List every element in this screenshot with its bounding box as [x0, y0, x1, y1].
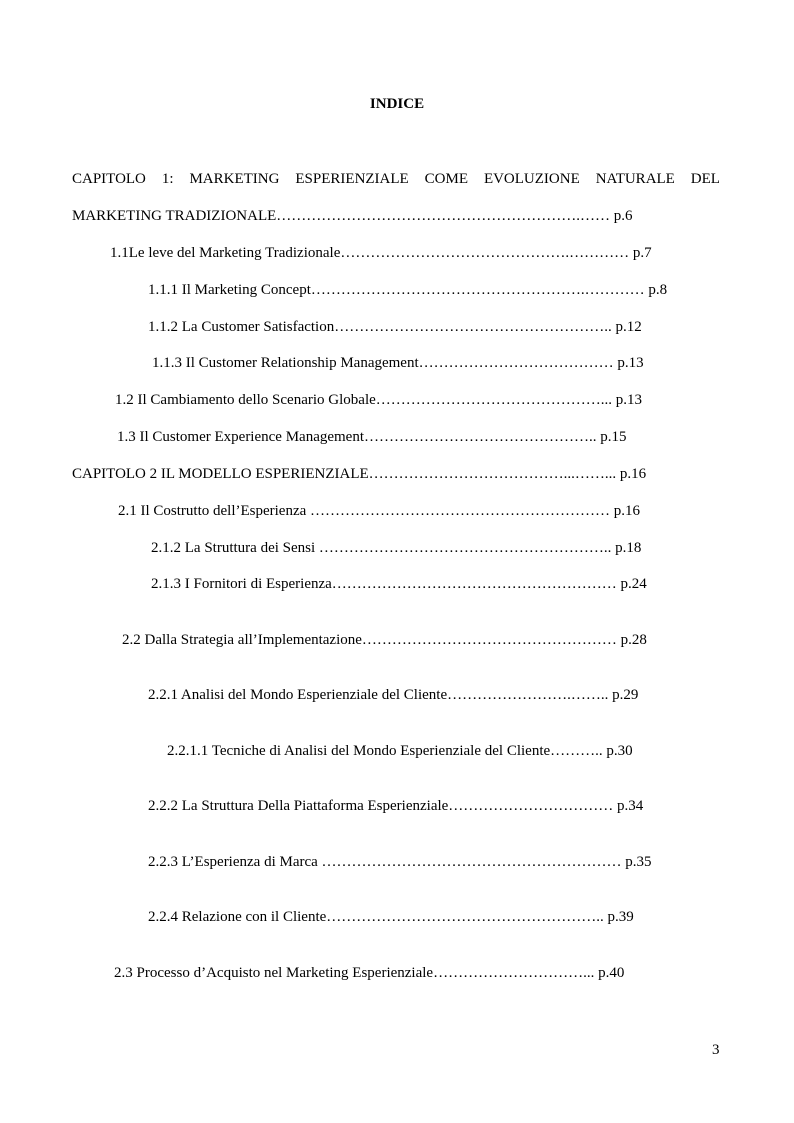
page-title: INDICE: [369, 96, 425, 112]
toc-entry-2-2-1-1: 2.2.1.1 Tecniche di Analisi del Mondo Esperienziale del Cliente……….. p.30: [167, 743, 633, 759]
toc-word: DEL: [690, 171, 720, 187]
toc-entry-2-2-3: 2.2.3 L’Esperienza di Marca …………………………………………………… p.35: [148, 854, 652, 870]
toc-word: MARKETING: [189, 171, 280, 187]
toc-entry-2-1-2: 2.1.2 La Struttura dei Sensi ………………………………………………….. p.18: [151, 540, 642, 556]
toc-entry-2-2-4: 2.2.4 Relazione con il Cliente……………………………………………….. p.39: [148, 909, 634, 925]
chapter1-heading-line1: [72, 169, 720, 189]
toc-entry-1-1-2: 1.1.2 La Customer Satisfaction……………………………………………….. p.12: [148, 319, 642, 335]
toc-word: ESPERIENZIALE: [295, 171, 409, 187]
toc-entry-2-1-3: 2.1.3 I Fornitori di Esperienza………………………………………………… p.24: [151, 576, 647, 592]
page-number: 3: [712, 1042, 720, 1058]
toc-entry-2-3: 2.3 Processo d’Acquisto nel Marketing Esperienziale…………………………... p.40: [114, 965, 625, 981]
toc-entry-2-1: 2.1 Il Costrutto dell’Esperienza …………………………………………………… p.16: [118, 503, 641, 519]
toc-entry-1-1-1: 1.1.1 Il Marketing Concept……………………………………………….………… p.8: [148, 282, 668, 298]
toc-entry-1-2: 1.2 Il Cambiamento dello Scenario Globale………………………………………... p.13: [115, 392, 643, 408]
toc-entry-1-1: 1.1Le leve del Marketing Tradizionale……………………………………….………… p.7: [110, 245, 652, 261]
toc-entry-1-3: 1.3 Il Customer Experience Management……………………………………….. p.15: [117, 429, 627, 445]
toc-entry-2-2-1: 2.2.1 Analisi del Mondo Esperienziale del Cliente…………………….…….. p.29: [148, 687, 639, 703]
toc-entry-2-2-2: 2.2.2 La Struttura Della Piattaforma Esperienziale…………………………… p.34: [148, 798, 644, 814]
toc-entry-1-1-3: 1.1.3 Il Customer Relationship Management………………………………… p.13: [152, 355, 644, 371]
toc-word: CAPITOLO: [72, 171, 146, 187]
toc-word: 1:: [161, 171, 174, 187]
toc-word: COME: [424, 171, 468, 187]
toc-word: EVOLUZIONE: [483, 171, 580, 187]
chapter1-heading-line2: MARKETING TRADIZIONALE…………………………………………………….…… p.6: [72, 208, 633, 224]
toc-word: NATURALE: [595, 171, 675, 187]
toc-chapter-2: CAPITOLO 2 IL MODELLO ESPERIENZIALE…………………………………...……... p.16: [72, 466, 647, 482]
toc-entry-2-2: 2.2 Dalla Strategia all’Implementazione…………………………………………… p.28: [122, 632, 647, 648]
